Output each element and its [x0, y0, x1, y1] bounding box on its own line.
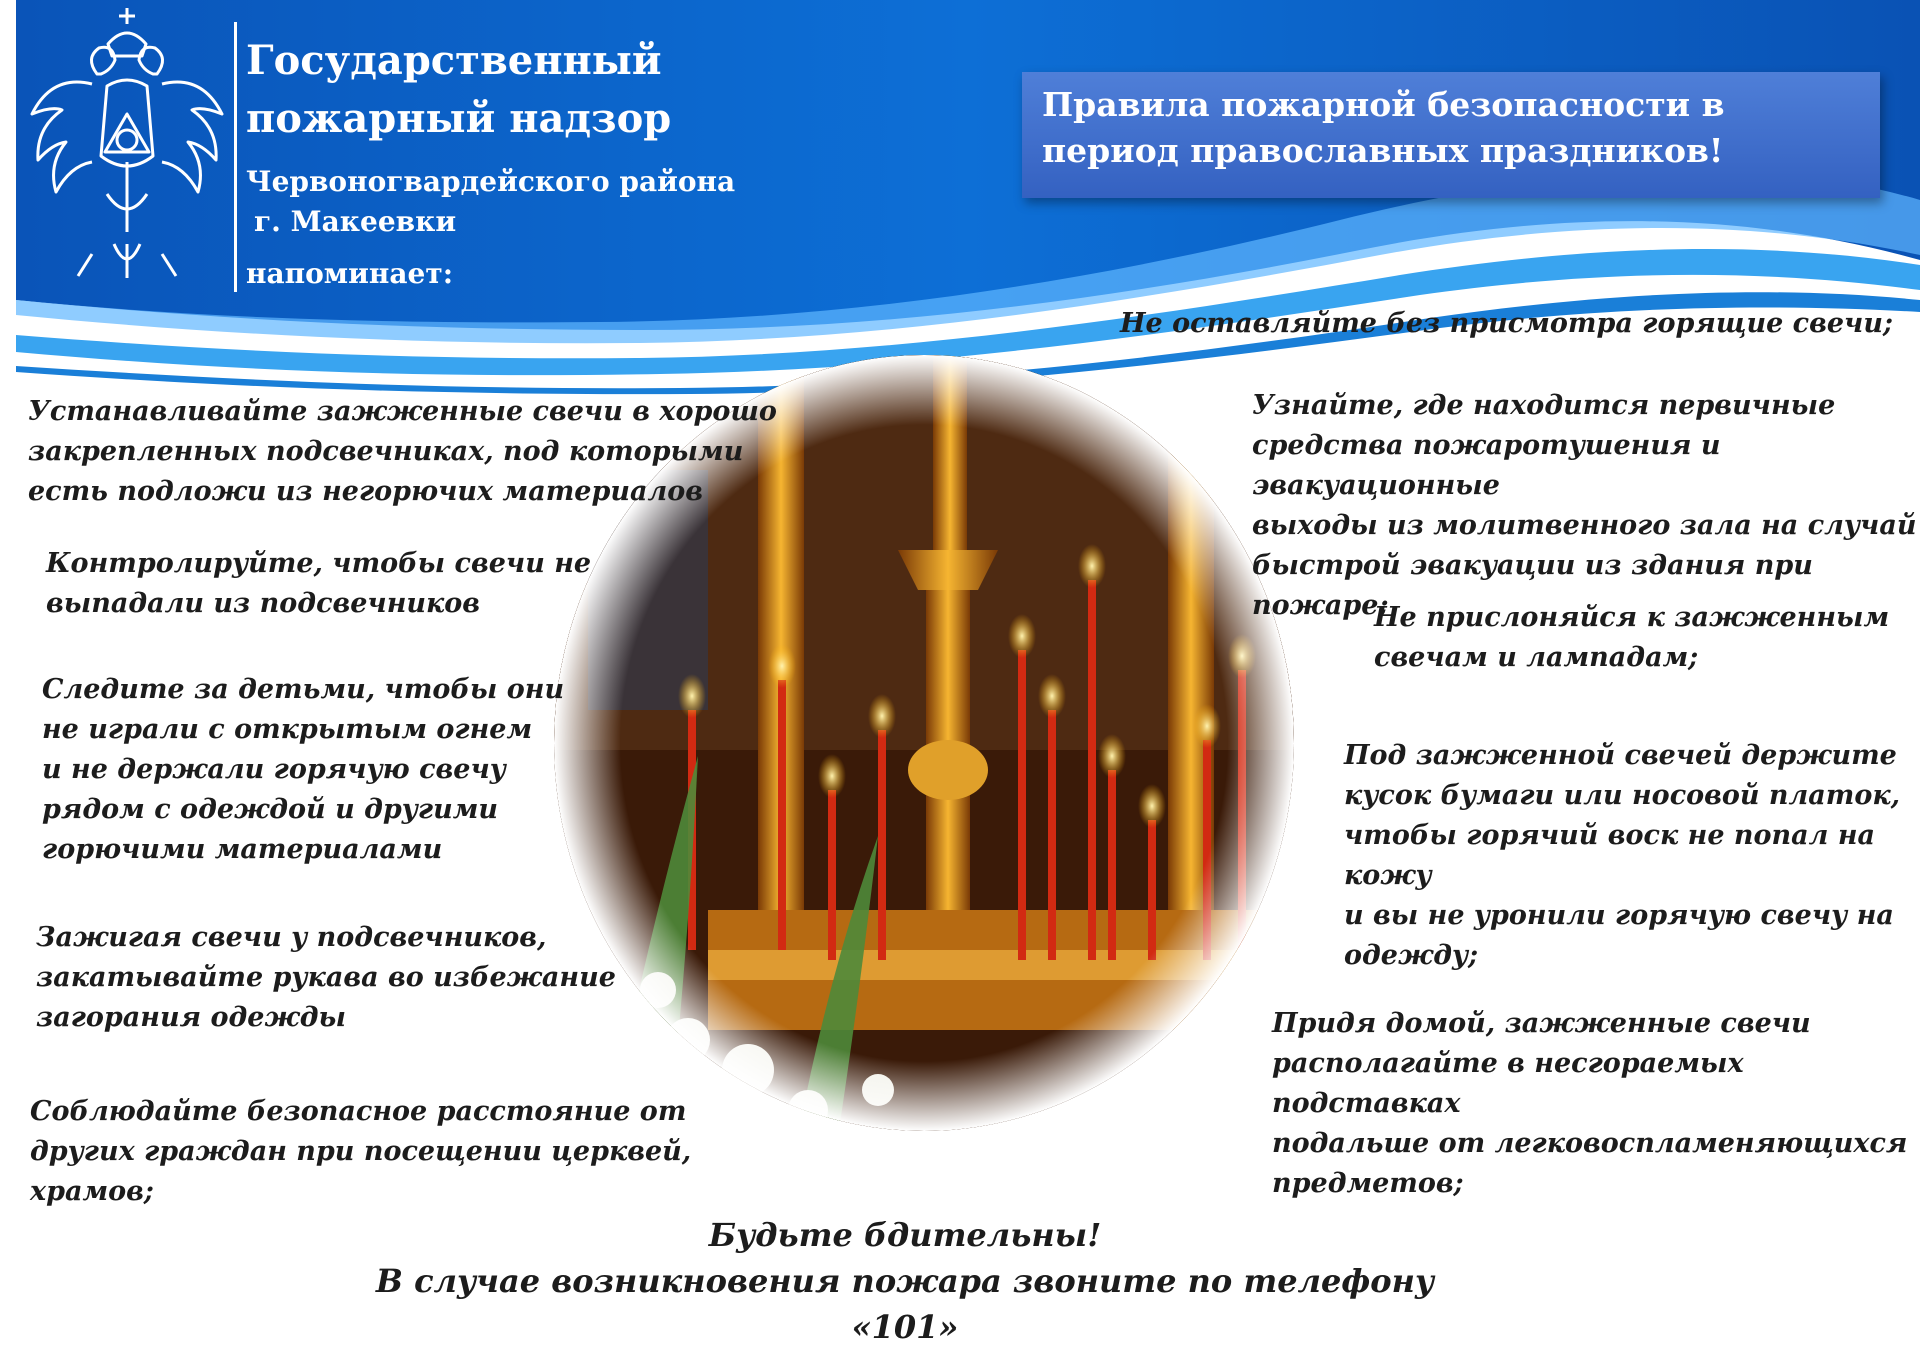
tip-left-4: Зажигая свечи у подсвечников, закатывайте рукава во избежание загорания одежды: [36, 922, 616, 1033]
footer-callout: [300, 1212, 1510, 1350]
tip-left-3: Следите за детьми, чтобы они не играли с открытым огнем и не держали горячую свечу рядом с одеждой и другими горючими материалами: [42, 674, 565, 865]
tip-left-2: Контролируйте, чтобы свечи не выпадали из подсвечников: [46, 548, 592, 619]
tip-left-1: Устанавливайте зажженные свечи в хорошо закрепленных подсвечниках, под которыми есть подложи из негорючих материалов: [28, 396, 777, 507]
title-banner: Правила пожарной безопасности в период православных праздников!: [1022, 72, 1880, 198]
tip-right-5: Придя домой, зажженные свечи располагайте в несгораемых подставках подальше от легковоспламеняющихся предметов;: [1272, 1008, 1908, 1199]
tip-right-3: Не прислоняйся к зажженным свечам и лампадам;: [1374, 602, 1890, 673]
tip-left-5: Соблюдайте безопасное расстояние от других граждан при посещении церквей, храмов;: [30, 1096, 692, 1207]
footer-line1: Будьте бдительны!: [708, 1216, 1102, 1254]
header-divider: [234, 22, 237, 292]
district-label: Червоногвардейского района: [246, 165, 736, 198]
organization-block: [246, 32, 735, 294]
tip-right-2: Узнайте, где находится первичные средства пожаротушения и эвакуационные выходы из молитвенного зала на случай быстрой эвакуации из здания при пожаре;: [1252, 390, 1917, 621]
tip-right-4: Под зажженной свечей держите кусок бумаги или носовой платок, чтобы горячий воск не попал на кожу и вы не уронили горячую свечу на одежду;: [1344, 740, 1901, 971]
emergency-number: «101»: [851, 1308, 959, 1346]
reminds-label: напоминает:: [246, 257, 454, 290]
city-label: г. Макеевки: [254, 205, 457, 238]
double-headed-eagle-emblem-icon: [22, 4, 232, 284]
footer-line2: В случае возникновения пожара звоните по телефону: [375, 1262, 1435, 1300]
org-title-line1: Государственный: [246, 37, 662, 84]
tip-right-1: Не оставляйте без присмотра горящие свечи;: [1120, 308, 1893, 339]
org-title-line2: пожарный надзор: [246, 95, 672, 142]
